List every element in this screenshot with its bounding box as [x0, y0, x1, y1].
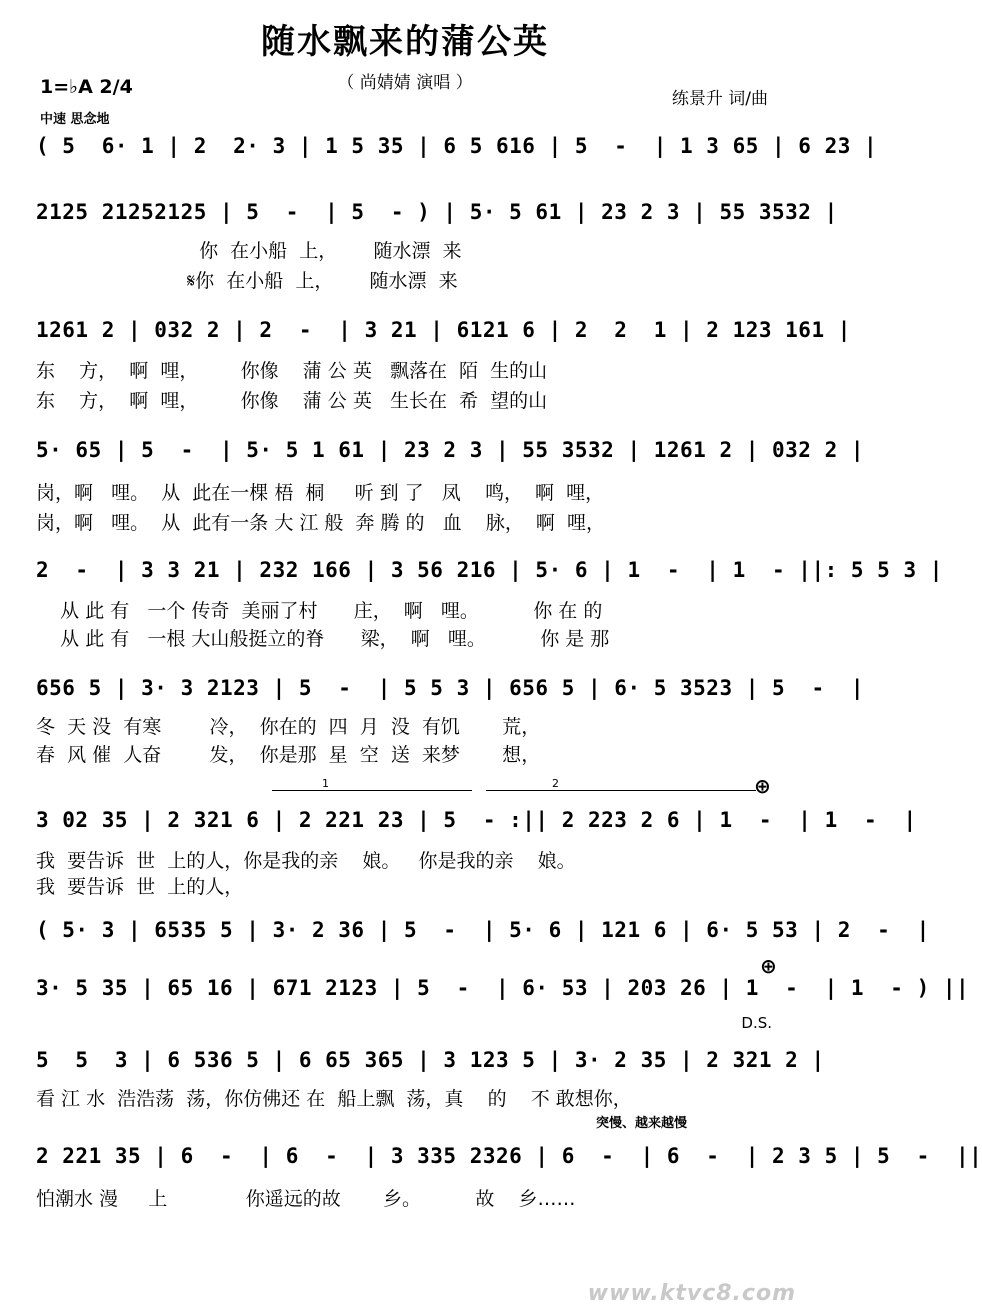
song-subtitle: （ 尚婧婧 演唱 ）	[337, 73, 473, 93]
volta-first	[272, 777, 472, 801]
expression-marking: 突慢、越来越慢	[596, 1116, 688, 1131]
notation-line-7: 3 02 35 | 2 321 6 | 2 221 23 | 5 - :|| 2 223 2 6 | 1 - | 1 - |	[36, 808, 917, 832]
notation-line-11: 2 221 35 | 6 - | 6 - | 3 335 2326 | 6 - | 6 - | 2 3 5 | 5 - ||	[36, 1144, 982, 1168]
lyric-line-5b: 从 此 有 一根 大山般挺立的脊 梁， 啊 哩。 你 是 那	[36, 628, 610, 650]
lyric-line-5a: 从 此 有 一个 传奇 美丽了村 庄， 啊 哩。 你 在 的	[36, 600, 603, 622]
song-title: 随水飘来的蒲公英	[261, 22, 549, 62]
notation-line-6: 656 5 | 3· 3 2123 | 5 - | 5 5 3 | 656 5 | 6· 5 3523 | 5 - |	[36, 676, 865, 700]
coda-sign-1: ⊕	[754, 774, 771, 798]
lyric-line-6b: 春 风 催 人奋 发， 你是那 星 空 送 来梦 想，	[36, 744, 541, 766]
notation-line-10: 5 5 3 | 6 536 5 | 6 65 365 | 3 123 5 | 3· 2 35 | 2 321 2 |	[36, 1048, 825, 1072]
lyric-line-3b: 东 方， 啊 哩， 你像 蒲 公 英 生长在 希 望的山	[36, 390, 548, 412]
lyric-line-2a: 你 在小船 上， 随水漂 来	[36, 240, 462, 262]
dal-segno-mark: D.S.	[741, 1014, 772, 1032]
lyric-line-7a: 我 要告诉 世 上的人，你是我的亲 娘。 你是我的亲 娘。	[36, 850, 576, 872]
notation-line-1: ( 5 6· 1 | 2 2· 3 | 1 5 35 | 6 5 616 | 5 - | 1 3 65 | 6 23 |	[36, 134, 878, 158]
tempo-marking: 中速 思念地	[40, 112, 110, 127]
lyric-line-4a: 岗，啊 哩。 从 此在一棵 梧 桐 听 到 了 凤 鸣， 啊 哩，	[36, 482, 605, 504]
notation-line-5: 2 - | 3 3 21 | 232 166 | 3 56 216 | 5· 6 | 1 - | 1 - ||: 5 5 3 |	[36, 558, 943, 582]
lyric-line-2b: 𝄋你 在小船 上， 随水漂 来	[36, 270, 458, 292]
lyric-line-10a: 看 江 水 浩浩荡 荡，你仿佛还 在 船上飘 荡，真 的 不 敢想你，	[36, 1088, 632, 1110]
lyric-line-3a: 东 方， 啊 哩， 你像 蒲 公 英 飘落在 陌 生的山	[36, 360, 548, 382]
lyric-line-4b: 岗，啊 哩。 从 此有一条 大 江 般 奔 腾 的 血 脉， 啊 哩，	[36, 512, 605, 534]
notation-line-3: 1261 2 | 032 2 | 2 - | 3 21 | 6121 6 | 2 2 1 | 2 123 161 |	[36, 318, 851, 342]
site-watermark: www.ktvc8.com	[587, 1281, 796, 1306]
song-credit: 练景升 词/曲	[671, 89, 768, 109]
coda-sign-2: ⊕	[760, 954, 777, 978]
volta-second	[486, 777, 756, 801]
key-signature: 1=♭A 2/4	[40, 76, 133, 98]
notation-line-4: 5· 65 | 5 - | 5· 5 1 61 | 23 2 3 | 55 3532 | 1261 2 | 032 2 |	[36, 438, 865, 462]
lyric-line-6a: 冬 天 没 有寒 冷， 你在的 四 月 没 有饥 荒，	[36, 716, 541, 738]
volta-first-number: 1	[322, 777, 329, 790]
notation-line-2: 2125 21252125 | 5 - | 5 - ) | 5· 5 61 | 23 2 3 | 55 3532 |	[36, 200, 838, 224]
volta-second-number: 2	[552, 777, 559, 790]
lyric-line-11a: 怕潮水 漫 上 你遥远的故 乡。 故 乡……	[36, 1188, 576, 1210]
notation-line-9: 3· 5 35 | 65 16 | 671 2123 | 5 - | 6· 53 | 203 26 | 1 - | 1 - ) ||	[36, 976, 970, 1000]
notation-line-8: ( 5· 3 | 6535 5 | 3· 2 36 | 5 - | 5· 6 | 121 6 | 6· 5 53 | 2 - |	[36, 918, 930, 942]
lyric-line-7b: 我 要告诉 世 上的人，	[36, 876, 244, 898]
